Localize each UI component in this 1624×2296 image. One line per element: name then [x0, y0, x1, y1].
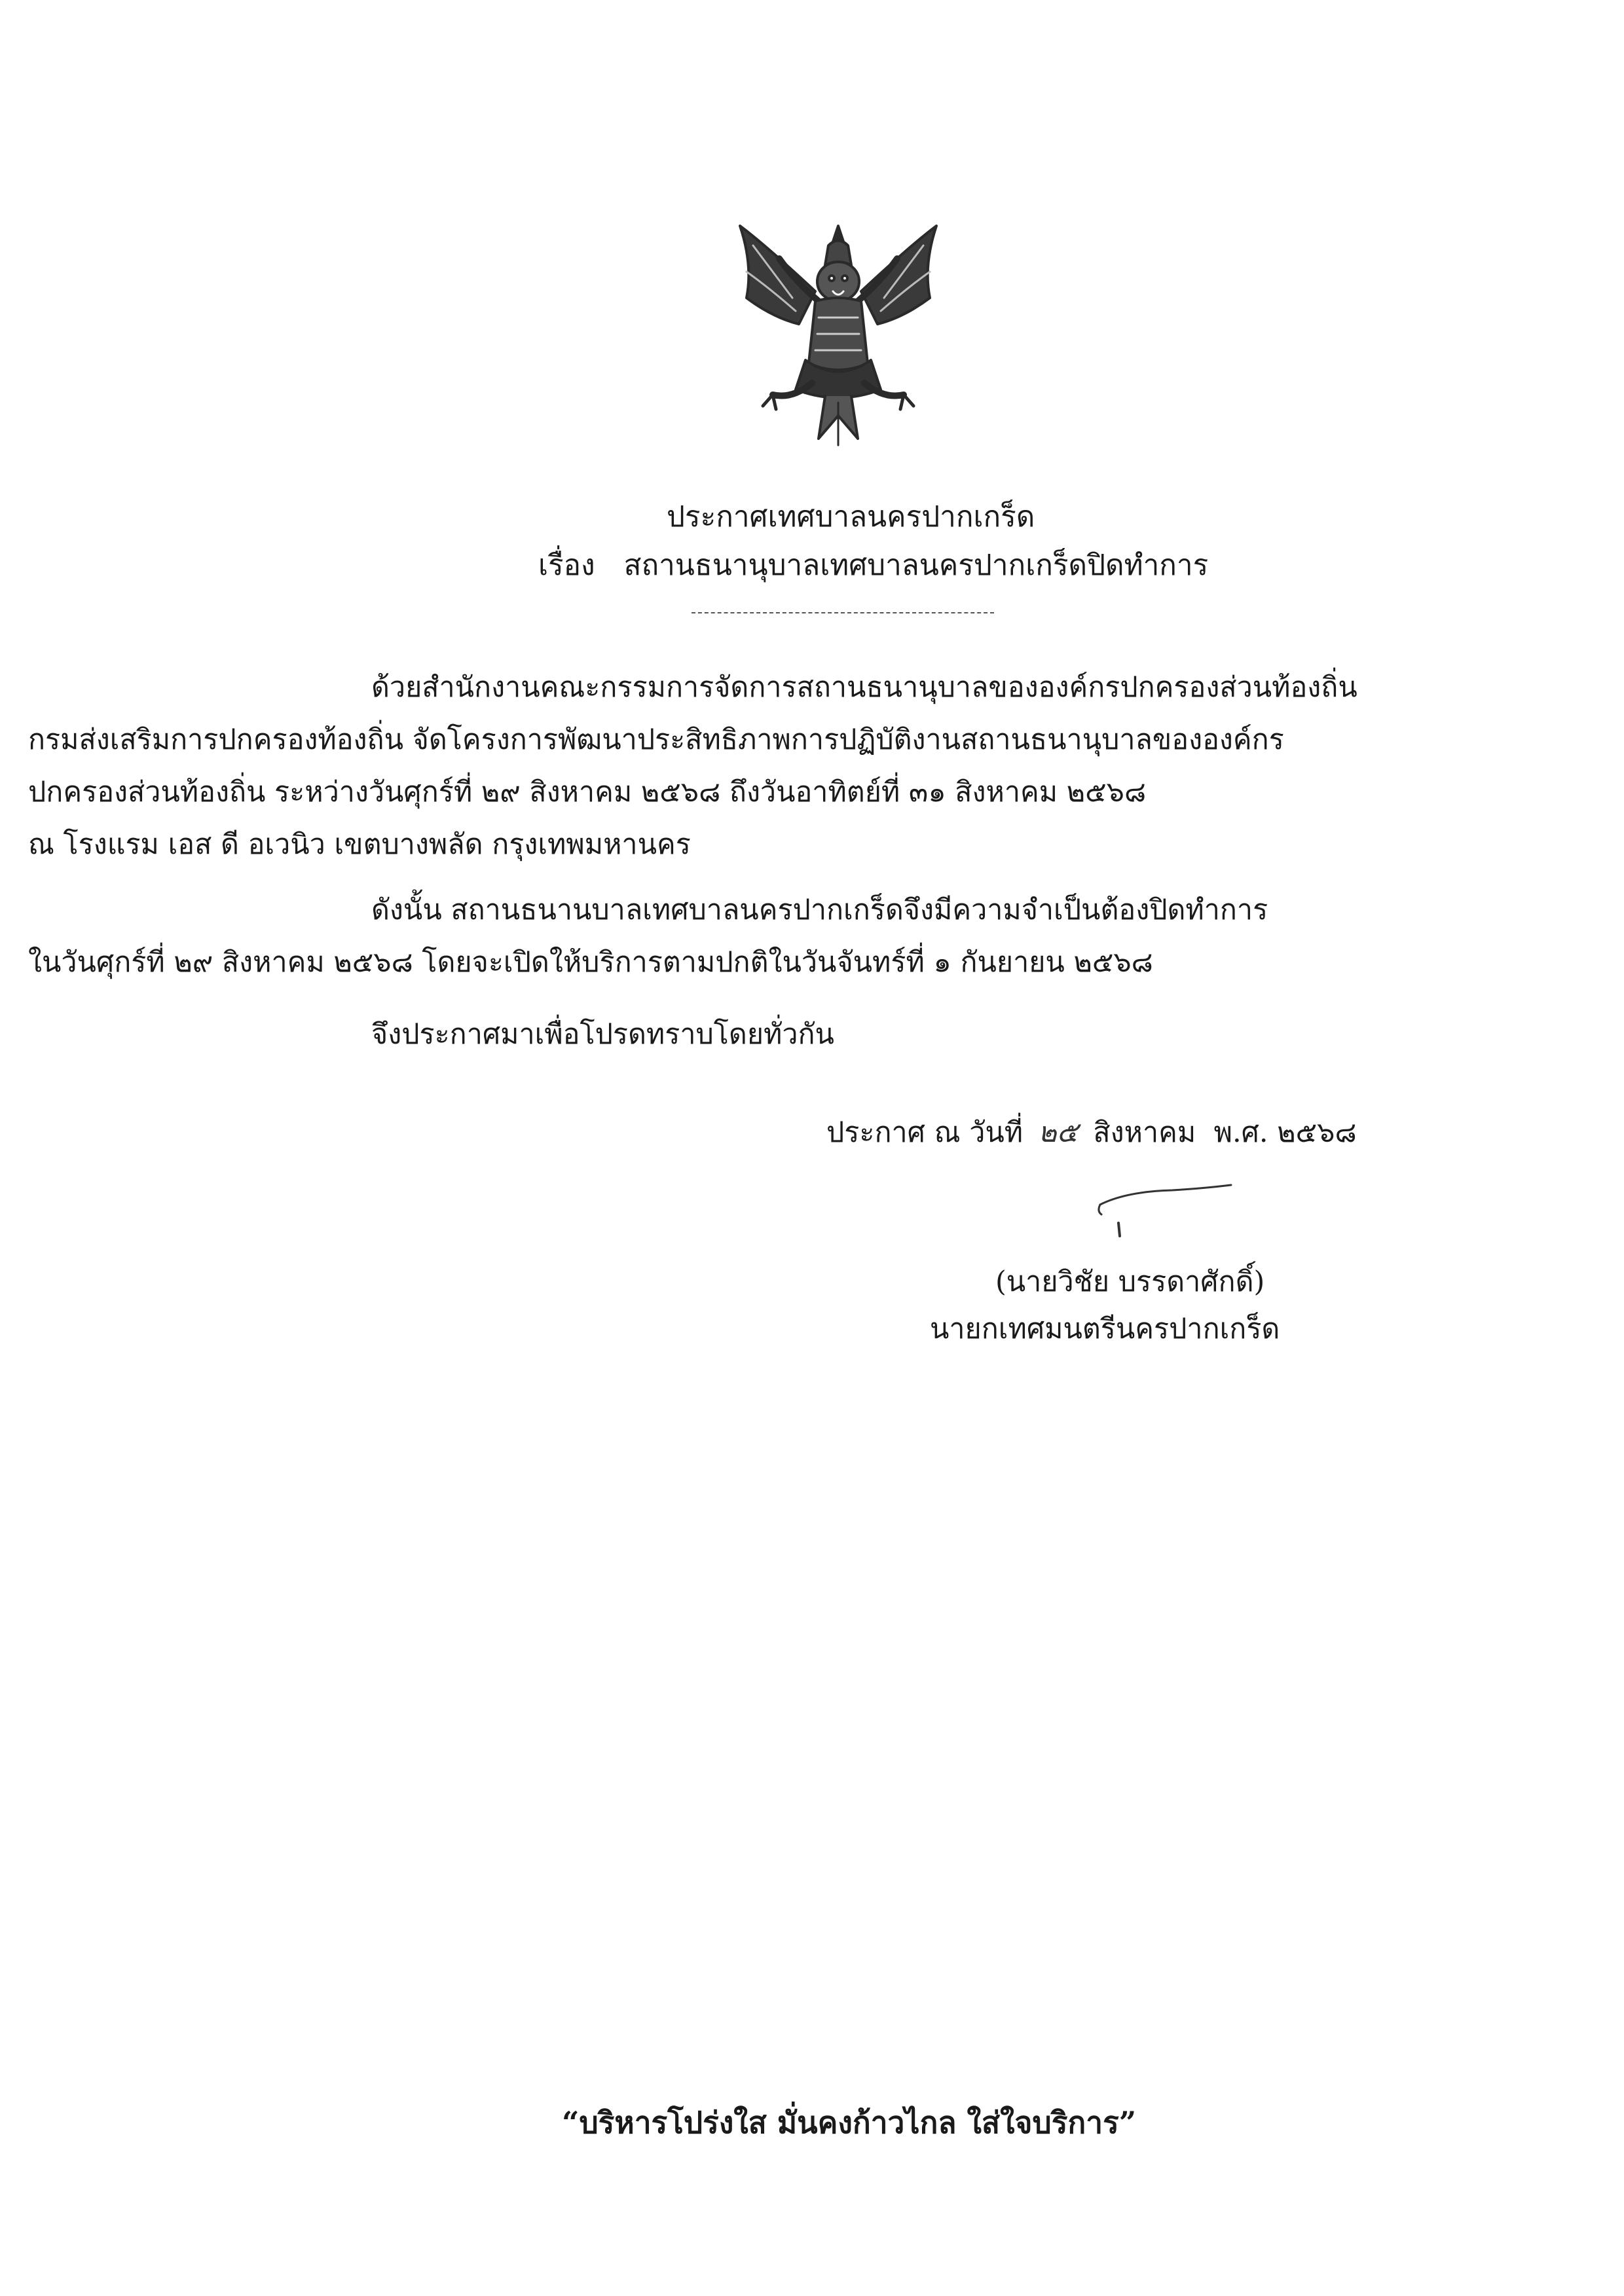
garuda-emblem-icon: [727, 219, 950, 448]
paragraph-line: ดังนั้น สถานธนานบาลเทศบาลนครปากเกร็ดจึงมีความจำเป็นต้องปิดทำการ: [371, 894, 1268, 926]
announcement-title: ประกาศเทศบาลนครปากเกร็ด: [667, 500, 1035, 534]
date-day: ๒๕: [1038, 1116, 1079, 1149]
signatory-name: (นายวิชัย บรรดาศักดิ์): [995, 1266, 1265, 1298]
paragraph-line: กรมส่งเสริมการปกครองท้องถิ่น จัดโครงการพัฒนาประสิทธิภาพการปฏิบัติงานสถานธนานุบาลขององค์กร: [28, 723, 1284, 756]
paragraph-line: ปกครองส่วนท้องถิ่น ระหว่างวันศุกร์ที่ ๒๙ สิงหาคม ๒๕๖๘ ถึงวันอาทิตย์ที่ ๓๑ สิงหาคม ๒๕๖๘: [28, 776, 1147, 809]
date-era: พ.ศ.: [1213, 1116, 1268, 1149]
announcement-date: [826, 1113, 1357, 1152]
body-paragraph-1: [28, 661, 1503, 871]
announcement-subject: [538, 546, 1208, 585]
footer-slogan: “บริหารโปร่งใส มั่นคงก้าวไกล ใส่ใจบริการ”: [562, 2105, 1137, 2140]
paragraph-line: ณ โรงแรม เอส ดี อเวนิว เขตบางพลัด กรุงเทพมหานคร: [28, 828, 691, 861]
body-paragraph-2: [28, 884, 1503, 989]
body-paragraph-3: จึงประกาศมาเพื่อโปรดทราบโดยทั่วกัน: [371, 1018, 834, 1051]
signatory-position: นายกเทศมนตรีนครปากเกร็ด: [930, 1313, 1280, 1345]
title-divider: [692, 612, 994, 613]
date-month: สิงหาคม: [1093, 1116, 1196, 1149]
date-prefix: ประกาศ ณ วันที่: [826, 1116, 1024, 1149]
date-year: ๒๕๖๘: [1277, 1116, 1357, 1149]
subject-label: เรื่อง: [538, 549, 595, 582]
subject-text: สถานธนานุบาลเทศบาลนครปากเกร็ดปิดทำการ: [623, 549, 1209, 582]
paragraph-line: ด้วยสำนักงานคณะกรรมการจัดการสถานธนานุบาลขององค์กรปกครองส่วนท้องถิ่น: [371, 671, 1357, 704]
handwritten-signature: [1087, 1178, 1238, 1244]
paragraph-line: ในวันศุกร์ที่ ๒๙ สิงหาคม ๒๕๖๘ โดยจะเปิดให้บริการตามปกติในวันจันทร์ที่ ๑ กันยายน ๒๕๖๘: [28, 946, 1153, 979]
